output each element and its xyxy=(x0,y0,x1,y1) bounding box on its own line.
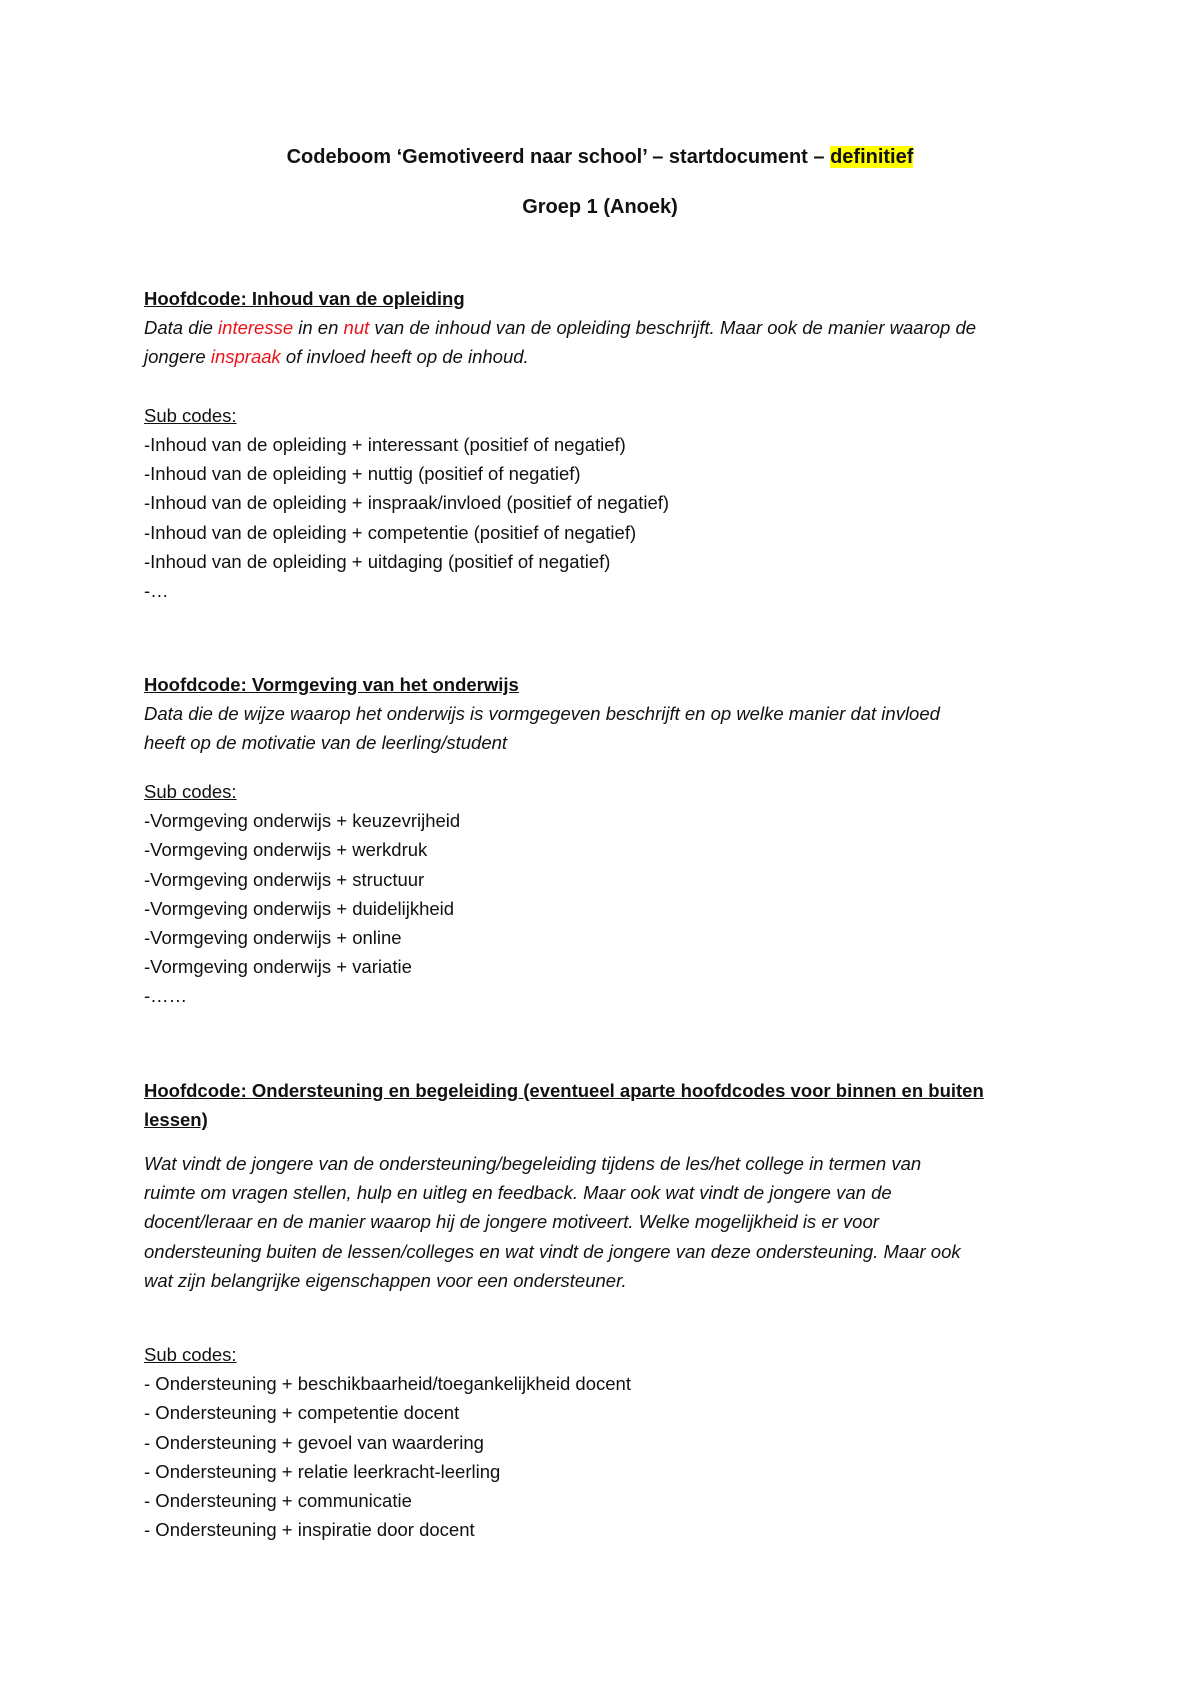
list-item: - Ondersteuning + relatie leerkracht-leerling xyxy=(144,1460,501,1482)
sub-codes-label: Sub codes: xyxy=(144,781,237,802)
list-item: -Vormgeving onderwijs + keuzevrijheid xyxy=(144,810,461,832)
section-heading: Hoofdcode: Inhoud van de opleiding xyxy=(144,288,465,309)
section-ondersteuning xyxy=(144,1076,1074,1134)
document-title xyxy=(0,146,1200,169)
list-item: -Vormgeving onderwijs + duidelijkheid xyxy=(144,897,455,919)
sub-codes-label: Sub codes: xyxy=(144,404,237,426)
section-vormgeving xyxy=(144,670,1074,758)
list-item: - Ondersteuning + competentie docent xyxy=(144,1402,460,1424)
section-description-line: heeft op de motivatie van de leerling/student xyxy=(144,732,508,754)
section-description-line: ondersteuning buiten de lessen/colleges en wat vindt de jongere van deze ondersteuning. Maar ook xyxy=(144,1240,961,1262)
list-item: - Ondersteuning + beschikbaarheid/toegankelijkheid docent xyxy=(144,1373,631,1395)
section-description-line: Data die de wijze waarop het onderwijs is vormgegeven beschrijft en op welke manier dat invloed xyxy=(144,703,940,725)
list-item: -Inhoud van de opleiding + interessant (positief of negatief) xyxy=(144,434,626,455)
list-item: -Inhoud van de opleiding + inspraak/invloed (positief of negatief) xyxy=(144,492,670,514)
section-description-line: jongere inspraak of invloed heeft op de inhoud. xyxy=(144,346,529,368)
list-item: -Vormgeving onderwijs + werkdruk xyxy=(144,839,428,861)
list-item: - Ondersteuning + gevoel van waardering xyxy=(144,1431,484,1453)
section-heading: Hoofdcode: Vormgeving van het onderwijs xyxy=(144,674,519,695)
list-item: -Vormgeving onderwijs + online xyxy=(144,927,402,949)
section-description-line: ruimte om vragen stellen, hulp en uitleg en feedback. Maar ook wat vindt de jongere van de xyxy=(144,1182,892,1204)
title-highlight: definitief xyxy=(830,146,914,168)
section-description-line: Data die interesse in en nut van de inhoud van de opleiding beschrijft. Maar ook de manier waarop de xyxy=(144,317,977,339)
list-item: -Vormgeving onderwijs + variatie xyxy=(144,956,412,978)
list-item: -Inhoud van de opleiding + nuttig (positief of negatief) xyxy=(144,463,581,485)
list-item: -Inhoud van de opleiding + competentie (positief of negatief) xyxy=(144,521,637,543)
section-vormgeving-subcodes xyxy=(144,777,1074,1011)
list-item: - Ondersteuning + inspiratie door docent xyxy=(144,1519,475,1541)
highlight-term: interesse xyxy=(218,317,294,339)
list-item: -Vormgeving onderwijs + structuur xyxy=(144,868,425,890)
section-heading: Hoofdcode: Ondersteuning en begeleiding (eventueel aparte hoofdcodes voor binnen en buiten xyxy=(144,1080,984,1101)
sub-codes-label: Sub codes: xyxy=(144,1344,237,1365)
list-item: -Inhoud van de opleiding + uitdaging (positief of negatief) xyxy=(144,550,611,572)
list-item: -…… xyxy=(144,985,188,1007)
section-description-line: Wat vindt de jongere van de ondersteuning/begeleiding tijdens de les/het college in termen van xyxy=(144,1153,922,1174)
highlight-term: nut xyxy=(343,317,370,339)
section-ondersteuning-description xyxy=(144,1149,1074,1295)
section-ondersteuning-subcodes xyxy=(144,1340,1074,1544)
section-inhoud xyxy=(144,284,1074,605)
highlight-term: inspraak xyxy=(210,346,281,368)
section-description-line: wat zijn belangrijke eigenschappen voor een ondersteuner. xyxy=(144,1269,627,1291)
document-subtitle: Groep 1 (Anoek) xyxy=(522,196,678,218)
section-heading: lessen) xyxy=(144,1109,208,1131)
list-item: - Ondersteuning + communicatie xyxy=(144,1490,412,1512)
list-item: -… xyxy=(144,580,169,602)
section-description-line: docent/leraar en de manier waarop hij de jongere motiveert. Welke mogelijkheid is er voor xyxy=(144,1211,879,1233)
title-main: Codeboom ‘Gemotiveerd naar school’ – startdocument – xyxy=(286,146,831,168)
